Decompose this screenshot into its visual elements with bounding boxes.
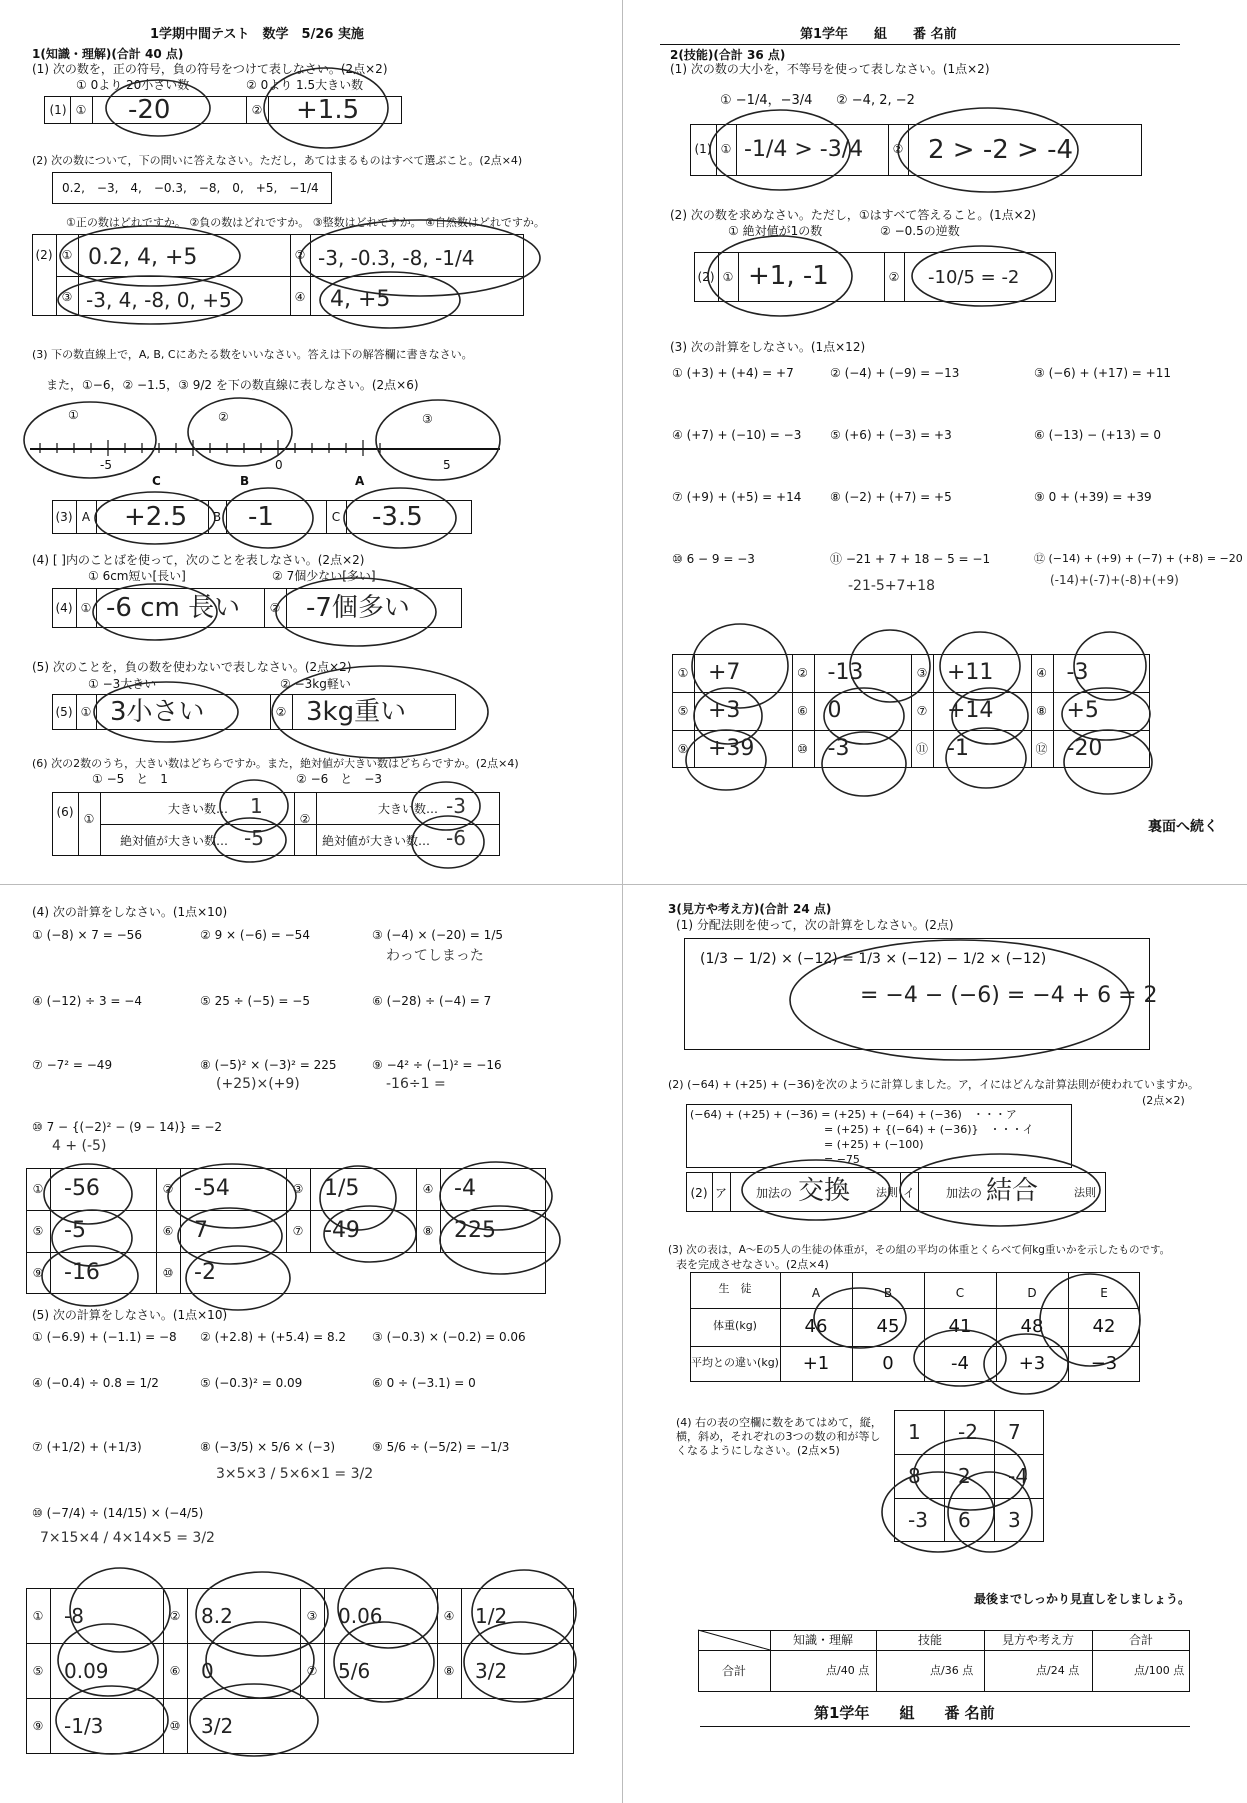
continue-note: 裏面へ続く [1148,819,1218,835]
sub-question: ② −0.5の逆数 [880,224,960,238]
grid-cell-answer: +3 [708,698,741,723]
table-row-header: 生 徒 [718,1282,752,1295]
grid-cell-answer: 5/6 [338,1658,371,1683]
grid-cell-answer: -1/3 [64,1713,104,1738]
grid-cell-label: ⑨ [32,1718,44,1733]
handwritten-answer: 交換 [798,1176,851,1206]
row-label: (1) [49,103,67,117]
handwritten-answer: 結合 [986,1176,1039,1206]
problem: ⑧ (−5)² × (−3)² = 225 [200,1058,337,1072]
problem: ④ (−0.4) ÷ 0.8 = 1/2 [32,1376,159,1390]
sub-question: ② −3kg軽い [280,677,351,691]
question-instruction: 表を完成させなさい。(2点×4) [676,1258,829,1271]
table-cell: C [955,1286,965,1300]
cell-label: ② [251,103,263,117]
score-header: 見方や考え方 [1001,1633,1074,1647]
handwritten-answer: -5 [244,826,264,850]
question-instruction: (2) (−64) + (+25) + (−36)を次のように計算しました。ア，イにはどんな計算法則が使われていますか。 [668,1078,1200,1091]
table-cell: D [1027,1286,1037,1300]
cell-label: ① [80,705,92,719]
handwritten-answer: +1, -1 [748,261,829,291]
problem: ⑤ (−0.3)² = 0.09 [200,1376,303,1390]
cell-label: ② [275,705,287,719]
work-note: (+25)×(+9) [216,1076,300,1092]
table-cell: 41 [948,1316,972,1337]
cell-label: ③ [61,290,73,304]
number-list: 0.2, −3, 4, −0.3, −8, 0, +5, −1/4 [62,181,319,195]
cell-label: ② [294,248,306,262]
handwritten-mark: ① [68,408,79,422]
label: 大きい数… [168,802,229,816]
question-instruction: (3) 次の計算をしなさい。(1点×12) [670,340,866,354]
question-instruction: また，①−6，② −1.5，③ 9/2 を下の数直線に表しなさい。(2点×6) [46,378,419,392]
magic-square-cell: -4 [1008,1464,1028,1488]
table-cell: 46 [804,1316,828,1337]
magic-square-cell: -3 [908,1508,928,1532]
grid-cell-answer: 0 [201,1658,214,1683]
grid-cell-label: ① [677,666,689,680]
row-label: (2) [35,248,53,262]
grid-cell-label: ⑤ [677,704,689,718]
work-note: (-14)+(-7)+(-8)+(+9) [1050,573,1179,587]
handwritten-answer: 0.2, 4, +5 [88,245,198,270]
expression: (1/3 − 1/2) × (−12) = 1/3 × (−12) − 1/2 × (−12) [700,951,1047,967]
handwritten-answer: -10/5 = -2 [928,267,1020,288]
grid-cell-answer: -49 [324,1218,360,1243]
section-header: 3(見方や考え方)(合計 24 点) [668,902,832,916]
handwritten-work: = −4 − (−6) = −4 + 6 = 2 [860,983,1158,1008]
question-instruction: (5) 次のことを，負の数を使わないで表しなさい。(2点×2) [32,660,352,674]
grid-cell-answer: 0.09 [64,1658,109,1683]
label: 加法の [946,1186,983,1200]
grid-cell-label: ⑧ [422,1224,434,1238]
table-cell: 0 [882,1353,894,1374]
cell-label: ① [61,248,73,262]
handwritten-answer: -6 [446,826,466,850]
section-header: 2(技能)(合計 36 点) [670,48,786,62]
problem: ③ (−6) + (+17) = +11 [1034,366,1172,380]
grid-cell-label: ① [32,1182,44,1196]
problem: ④ (−12) ÷ 3 = −4 [32,994,142,1008]
magic-square-cell: -2 [958,1420,978,1444]
problem: ⑦ −7² = −49 [32,1058,113,1072]
handwritten-mark: ③ [422,412,433,426]
handwritten-answer: -3 [446,794,466,818]
cell-label: B [212,510,222,524]
row-label: (3) [55,510,73,524]
grid-cell-label: ⑪ [915,742,928,756]
grid-cell-answer: -54 [194,1176,230,1201]
grid-cell-answer: +14 [947,698,994,723]
cell-label: ① [80,601,92,615]
grid-cell-answer: -5 [64,1218,86,1243]
score-header: 知識・理解 [792,1633,853,1647]
grid-cell-label: ⑩ [797,742,808,756]
grid-cell-answer: -56 [64,1176,100,1201]
grid-cell-label: ② [797,666,808,680]
table-cell: 45 [876,1316,900,1337]
table-row-header: 体重(kg) [713,1319,757,1332]
question-instruction: (4) 次の計算をしなさい。(1点×10) [32,905,228,919]
problem: ⑩ (−7/4) ÷ (14/15) × (−4/5) [32,1506,204,1520]
grid-cell-answer: -4 [454,1176,476,1201]
grid-cell-answer: 1/2 [475,1603,508,1628]
handwritten-answer: 1 [250,794,263,818]
score-cell: 点/36 点 [930,1664,974,1677]
grid-cell-label: ⑩ [162,1266,174,1280]
table-cell: A [811,1286,821,1300]
handwritten-answer: -3, 4, -8, 0, +5 [86,288,232,312]
page-title: 1学期中間テスト 数学 5/26 実施 [150,27,364,42]
tick-label: 0 [275,458,283,472]
row-label: (5) [55,705,73,719]
handwritten-answer: -7個多い [306,593,410,623]
work-note: -16÷1 = [386,1076,446,1092]
cell-label: ② [892,142,904,156]
problem: ⑩ 7 − {(−2)² − (9 − 14)} = −2 [32,1120,223,1134]
grid-cell-answer: 0.06 [338,1603,383,1628]
section-header: 1(知識・理解)(合計 40 点) [32,47,184,61]
question-instruction: (1) 次の数の大小を，不等号を使って表しなさい。(1点×2) [670,62,990,76]
handwritten-answer: 4, +5 [330,287,391,312]
grid-cell-answer: -16 [64,1260,100,1285]
grid-cell-label: ⑥ [797,704,808,718]
sub-question: ① 0より 20小さい数 [76,78,190,92]
grid-cell-label: ⑫ [1035,742,1048,756]
grid-cell-answer: -13 [827,660,864,685]
handwritten-answer: -1/4 > -3/4 [744,137,864,162]
handwritten-answer: -3.5 [372,502,423,532]
cell-label: ④ [294,290,306,304]
question-instruction: (1) 次の数を，正の符号，負の符号をつけて表しなさい。(2点×2) [32,62,388,76]
problem: ④ (+7) + (−10) = −3 [672,428,802,442]
problem: ⑫ (−14) + (+9) + (−7) + (+8) = −20 [1034,552,1243,565]
problem: ② 9 × (−6) = −54 [200,928,310,942]
cell-label: ① [75,103,87,117]
calc-line: = (+25) + (−100) [824,1138,924,1151]
question-instruction: (2) 次の数を求めなさい。ただし，①はすべて答えること。(1点×2) [670,208,1037,222]
table-cell: −3 [1090,1353,1118,1374]
sub-question: ② −4, 2, −2 [836,93,915,108]
grid-cell-label: ⑩ [169,1718,181,1733]
label: 加法の [756,1186,793,1200]
grid-cell-label: ① [32,1608,44,1623]
cell-label: ① [722,270,734,284]
cell-label: ② [269,601,281,615]
table-cell: 48 [1020,1316,1044,1337]
grid-cell-label: ⑧ [1036,704,1047,718]
question-instruction: (1) 分配法則を使って，次の計算をしなさい。(2点) [676,918,954,932]
work-note: わってしまった [386,948,484,964]
grid-cell-answer: 225 [454,1218,496,1243]
handwritten-answer: 3小さい [110,697,205,727]
grid-cell-answer: +5 [1066,698,1099,723]
problem: ② (−4) + (−9) = −13 [830,366,960,380]
score-cell: 点/40 点 [826,1664,870,1677]
problem: ⑪ −21 + 7 + 18 − 5 = −1 [830,552,991,566]
sub-questions: ①正の数はどれですか。 ②負の数はどれですか。 ③整数はどれですか。 ④自然数はどれですか。 [66,216,545,229]
grid-cell-label: ⑨ [32,1266,44,1280]
question-instruction: (2) 次の数について，下の問いに答えなさい。ただし，あてはまるものはすべて選ぶこと。(2点×4) [32,154,523,167]
magic-square-cell: 6 [958,1508,971,1532]
grid-cell-label: ② [169,1608,181,1623]
grid-cell-answer: -8 [64,1603,84,1628]
row-label: (2) [697,270,715,284]
tick-label: -5 [100,458,112,472]
work-note: -21-5+7+18 [848,578,936,594]
problem: ⑨ −4² ÷ (−1)² = −16 [372,1058,502,1072]
table-row-header: 平均との違い(kg) [691,1356,779,1369]
grid-cell-label: ⑤ [32,1224,44,1238]
problem: ⑨ 0 + (+39) = +39 [1034,490,1152,504]
calc-line: = −75 [824,1153,860,1166]
grid-cell-answer: -3 [827,736,850,761]
work-note: 3×5×3 / 5×6×1 = 3/2 [216,1466,374,1482]
sub-question: ② −6 と −3 [296,772,382,786]
grid-cell-answer: +39 [708,736,755,761]
grid-cell-answer: +7 [708,660,741,685]
problem: ① (+3) + (+4) = +7 [672,366,794,380]
calc-line: = (+25) + {(−64) + (−36)} ・・・イ [824,1123,1034,1136]
magic-square-cell: 8 [908,1464,921,1488]
grid-cell-label: ⑥ [169,1663,181,1678]
problem: ⑥ (−13) − (+13) = 0 [1034,428,1161,442]
question-instruction: (4) 右の表の空欄に数をあてはめて，縦，横，斜め，それぞれの3つの数の和が等しくなるようにしなさい。(2点×5) [676,1416,882,1457]
handwritten-answer: +1.5 [296,95,360,125]
sub-question: ② 0より 1.5大きい数 [246,78,364,92]
problem: ③ (−0.3) × (−0.2) = 0.06 [372,1330,526,1344]
grid-cell-label: ② [162,1182,174,1196]
label: 法則 [1074,1186,1096,1199]
grid-cell-answer: -20 [1066,736,1103,761]
grid-cell-answer: 3/2 [201,1713,234,1738]
cell-label: ① [720,142,732,156]
question-instruction: (4) [ ]内のことばを使って，次のことを表しなさい。(2点×2) [32,553,365,567]
problem: ⑧ (−2) + (+7) = +5 [830,490,952,504]
cell-label: ア [714,1186,727,1200]
magic-square-cell: 3 [1008,1508,1021,1532]
problem: ⑦ (+9) + (+5) = +14 [672,490,802,504]
table-cell: 42 [1092,1316,1116,1337]
grid-cell-label: ③ [306,1608,318,1623]
score-cell: 点/24 点 [1036,1664,1080,1677]
score-row-label: 合計 [721,1664,746,1678]
grid-cell-label: ⑧ [443,1663,455,1678]
grid-cell-label: ⑦ [916,704,928,718]
cell-label: C [331,510,341,524]
points: (2点×2) [1142,1094,1185,1107]
grid-cell-label: ④ [422,1182,434,1196]
score-header: 合計 [1128,1633,1153,1647]
score-cell: 点/100 点 [1134,1664,1185,1677]
problem: ⑨ 5/6 ÷ (−5/2) = −1/3 [372,1440,510,1454]
closing-note: 最後までしっかり見直しをしましょう。 [974,1592,1191,1606]
table-cell: E [1100,1286,1108,1300]
label: 大きい数… [378,802,439,816]
grid-cell-label: ③ [292,1182,304,1196]
grid-cell-answer: 8.2 [201,1603,233,1628]
grid-cell-answer: +11 [947,660,994,685]
handwritten-answer: +2.5 [124,502,188,532]
grid-cell-answer: 1/5 [324,1176,360,1201]
grid-cell-answer: -1 [947,736,969,761]
row-label: (1) [694,142,712,156]
score-header: 技能 [917,1633,942,1647]
cell-label: ① [83,812,95,826]
cell-label: ② [888,270,900,284]
question-instruction: (5) 次の計算をしなさい。(1点×10) [32,1308,228,1322]
grid-cell-answer: 3/2 [475,1658,508,1683]
calc-line: (−64) + (+25) + (−36) = (+25) + (−64) + (−36) ・・・ア [690,1108,1017,1121]
label: 絶対値が大きい数… [120,834,229,848]
problem: ⑤ (+6) + (−3) = +3 [830,428,952,442]
point-label-c: C [152,474,161,488]
magic-square-cell: 1 [908,1420,921,1444]
sub-question: ① −5 と 1 [92,772,168,786]
cell-label: イ [902,1186,915,1200]
grid-cell-label: ④ [443,1608,455,1623]
handwritten-answer: -1 [248,502,274,532]
problem: ② (+2.8) + (+5.4) = 8.2 [200,1330,347,1344]
label: 法則 [876,1186,898,1199]
table-cell: B [883,1286,893,1300]
cell-label: A [81,510,91,524]
sub-question: ① −3大きい [88,677,157,691]
grid-cell-label: ⑥ [162,1224,174,1238]
grid-cell-answer: 7 [194,1218,208,1243]
table-cell: +3 [1018,1353,1046,1374]
problem: ③ (−4) × (−20) = 1/5 [372,928,503,942]
table-cell: +1 [802,1353,830,1374]
sub-question: ① 絶対値が1の数 [728,224,823,238]
magic-square-cell: 7 [1008,1420,1021,1444]
grid-cell-answer: -3 [1066,660,1089,685]
grid-cell-label: ⑨ [677,742,689,756]
sub-question: ② 7個少ない[多い] [272,569,376,583]
grid-cell-answer: 0 [827,698,842,723]
magic-square-cell: 2 [958,1464,971,1488]
sub-question: ① −1/4，−3/4 [720,93,813,108]
handwritten-answer: -3, -0.3, -8, -1/4 [318,246,475,270]
tick-label: 5 [443,458,451,472]
grid-cell-label: ④ [1036,666,1047,680]
row-label: (2) [690,1186,708,1200]
handwritten-answer: 2 > -2 > -4 [928,135,1074,165]
question-instruction: (3) 次の表は，A〜Eの5人の生徒の体重が，その組の平均の体重とくらべて何kg重いかを示したものです。 [668,1244,1171,1256]
point-label-a: A [355,474,365,488]
grid-cell-label: ③ [916,666,928,680]
handwritten-answer: 3kg重い [306,697,407,727]
problem: ⑧ (−3/5) × 5/6 × (−3) [200,1440,336,1454]
grid-cell-label: ⑦ [306,1663,318,1678]
row-label: (6) [56,805,74,819]
handwritten-answer: -20 [128,95,171,125]
handwritten-answer: -6 cm 長い [106,593,241,623]
work-note: 4 + (-5) [52,1138,107,1154]
problem: ① (−8) × 7 = −56 [32,928,142,942]
question-instruction: (3) 下の数直線上で，A, B, Cにあたる数をいいなさい。答えは下の解答欄に書きなさい。 [32,348,473,361]
question-instruction: (6) 次の2数のうち，大きい数はどちらですか。また，絶対値が大きい数はどちらですか。(2点×4) [32,757,519,770]
problem: ⑩ 6 − 9 = −3 [672,552,755,566]
handwritten-mark: ② [218,410,229,424]
label: 絶対値が大きい数… [322,834,431,848]
grid-cell-answer: -2 [194,1260,216,1285]
page-footer: 第1学年 組 番 名前 [814,1704,995,1722]
work-note: 7×15×4 / 4×14×5 = 3/2 [40,1530,215,1546]
table-cell: -4 [951,1353,969,1374]
grid-cell-label: ⑤ [32,1663,44,1678]
row-label: (4) [55,601,73,615]
problem: ⑥ (−28) ÷ (−4) = 7 [372,994,492,1008]
sub-question: ① 6cm短い[長い] [88,569,186,583]
problem: ① (−6.9) + (−1.1) = −8 [32,1330,177,1344]
cell-label: ② [299,812,311,826]
problem: ⑦ (+1/2) + (+1/3) [32,1440,142,1454]
point-label-b: B [240,474,250,488]
problem: ⑥ 0 ÷ (−3.1) = 0 [372,1376,476,1390]
grid-cell-label: ⑦ [292,1224,304,1238]
page-header: 第1学年 組 番 名前 [800,27,957,42]
problem: ⑤ 25 ÷ (−5) = −5 [200,994,310,1008]
